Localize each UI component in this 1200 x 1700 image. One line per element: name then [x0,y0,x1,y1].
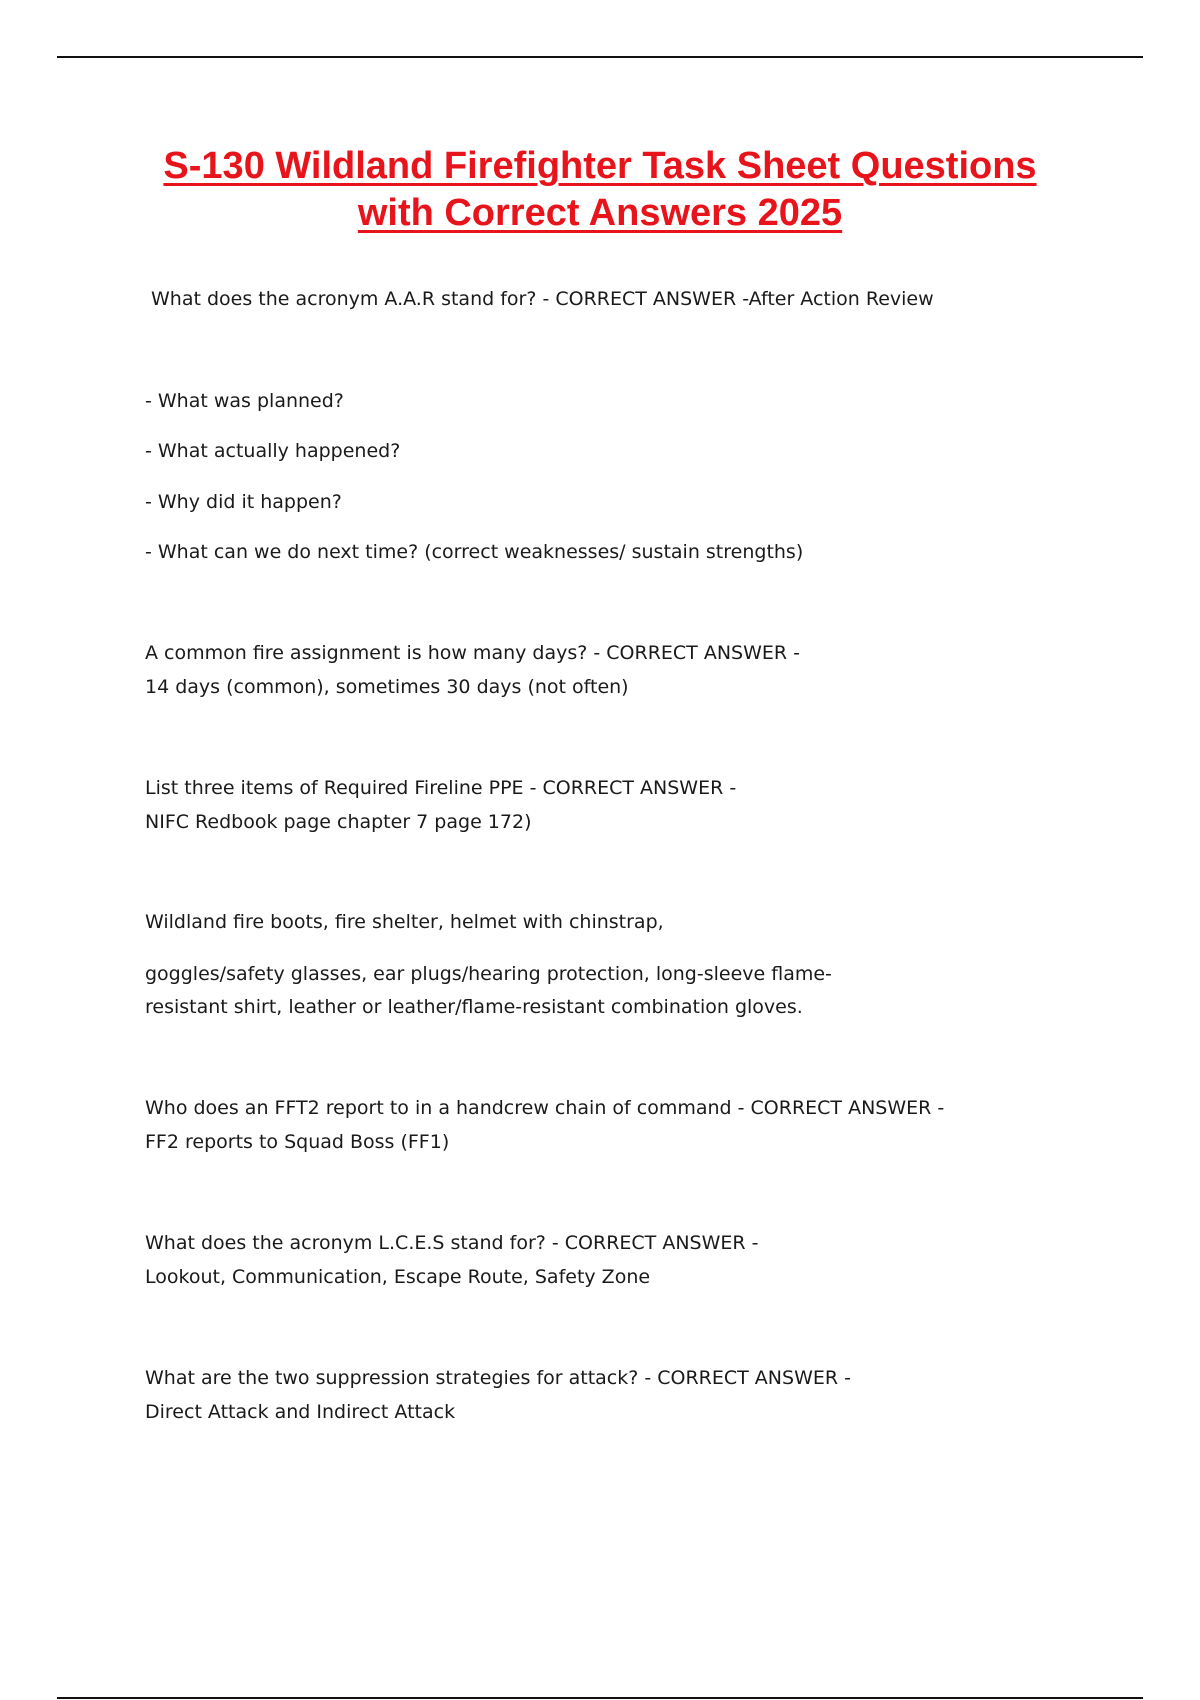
ppe-list-line-1: Wildland fire boots, fire shelter, helmet with chinstrap, [145,911,664,933]
document-title [60,143,1140,237]
aar-item-why: - Why did it happen? [145,491,342,513]
question-aar: What does the acronym A.A.R stand for? - CORRECT ANSWER -After Action Review [151,288,934,310]
question-assignment-days: A common fire assignment is how many days? - CORRECT ANSWER - [145,642,800,664]
ppe-list-line-2: goggles/safety glasses, ear plugs/hearing protection, long-sleeve flame- [145,963,832,985]
question-lces: What does the acronym L.C.E.S stand for? - CORRECT ANSWER - [145,1232,759,1254]
question-fireline-ppe: List three items of Required Fireline PPE - CORRECT ANSWER - [145,777,737,799]
aar-item-next-time: - What can we do next time? (correct weaknesses/ sustain strengths) [145,541,804,563]
answer-lces: Lookout, Communication, Escape Route, Safety Zone [145,1266,651,1288]
answer-suppression-strategies: Direct Attack and Indirect Attack [145,1401,456,1423]
answer-assignment-days: 14 days (common), sometimes 30 days (not often) [145,676,629,698]
aar-item-planned: - What was planned? [145,390,344,412]
ppe-list-line-3: resistant shirt, leather or leather/flame-resistant combination gloves. [145,996,803,1018]
answer-fft2-report: FF2 reports to Squad Boss (FF1) [145,1131,450,1153]
bottom-rule [57,1697,1143,1699]
question-suppression-strategies: What are the two suppression strategies for attack? - CORRECT ANSWER - [145,1367,851,1389]
title-line-2: with Correct Answers 2025 [357,192,843,234]
answer-fireline-ppe-reference: NIFC Redbook page chapter 7 page 172) [145,811,532,833]
question-fft2-report: Who does an FFT2 report to in a handcrew chain of command - CORRECT ANSWER - [145,1097,945,1119]
aar-item-happened: - What actually happened? [145,440,401,462]
top-rule [57,56,1143,58]
title-line-1: S-130 Wildland Firefighter Task Sheet Questions [163,145,1037,187]
